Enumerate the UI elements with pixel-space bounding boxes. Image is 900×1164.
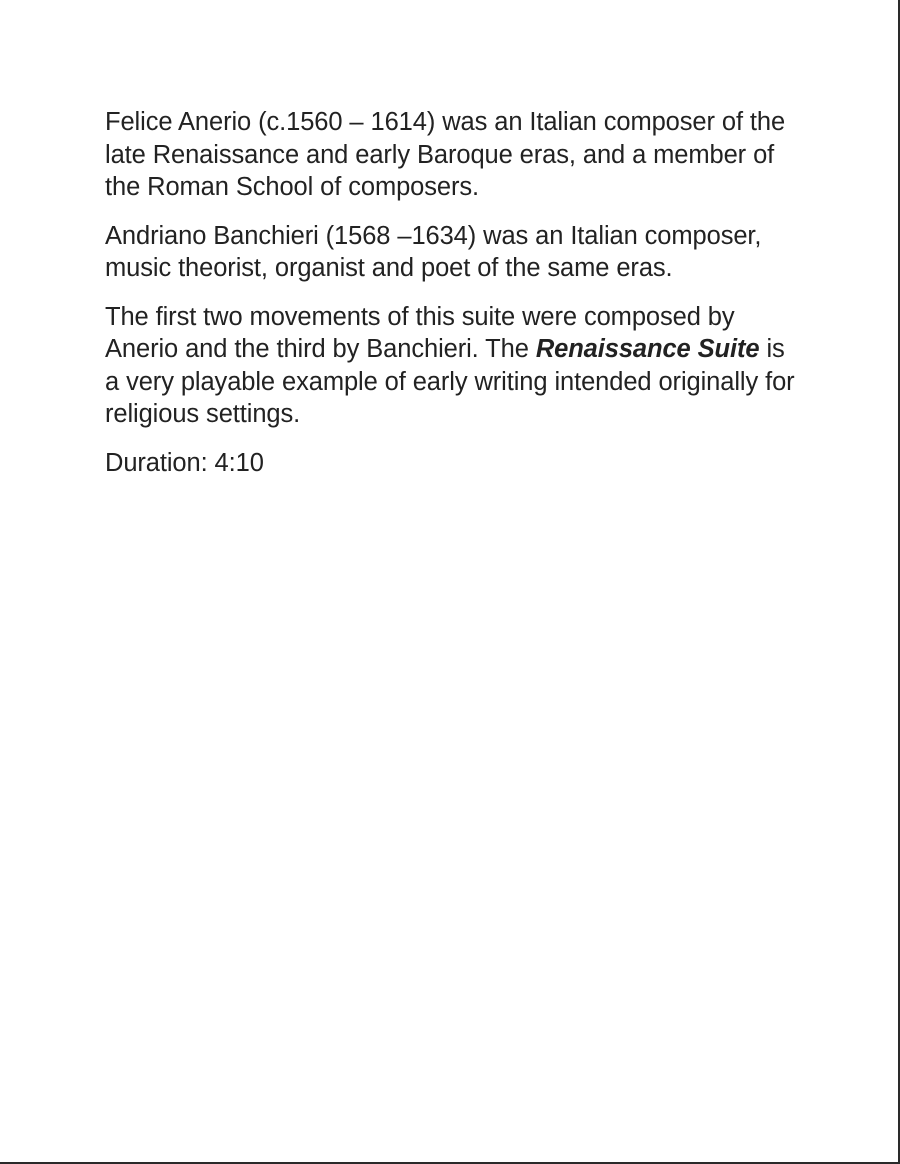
paragraph-suite — [105, 301, 805, 431]
suite-title: Renaissance Suite — [535, 335, 760, 363]
paragraph-suite-text-end: is a very playable example of early writing intended originally for religious settings. — [105, 335, 795, 428]
paragraph-suite-text-start: The first two movements of this suite were composed by Anerio and the third by Banchieri. The — [105, 302, 735, 363]
document-body — [105, 106, 805, 495]
duration-line: Duration: 4:10 — [105, 448, 264, 477]
paragraph-anerio: Felice Anerio (c.1560 – 1614) was an Italian composer of the late Renaissance and early Baroque eras, and a member of the Roman School of composers. — [105, 108, 786, 201]
paragraph-banchieri: Andriano Banchieri (1568 –1634) was an Italian composer, music theorist, organist and poet of the same eras. — [105, 221, 762, 282]
